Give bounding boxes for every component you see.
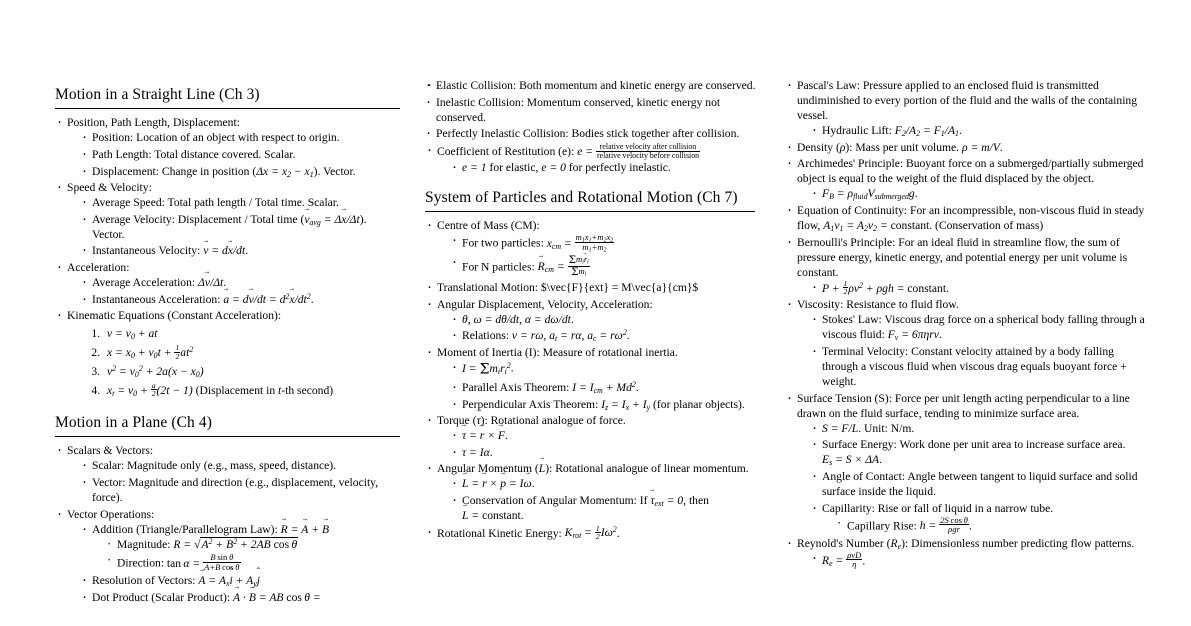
math-e-elastic: e = 1 [462,160,487,174]
list-item [425,297,765,344]
list-item: 4. $x_t = v_0$ + $\frac{a}{2}$ (2t − 1) (Displacement in t-th second) [103,382,400,400]
restitution-denominator: relative velocity before collision [596,150,700,160]
math-surface-energy: $E_s = S \times \Delta A$ [822,453,880,468]
math-continuity: $A_1v_1 = A_2v_2$ = constant [823,219,930,233]
bullet-list [451,312,765,344]
list-item [425,280,765,295]
bullet-list [811,123,1146,138]
list-item [106,537,400,552]
list-item [811,469,1146,499]
bullet-list [81,275,400,307]
item-text: Coefficient of Restitution (e): [437,144,578,158]
item-text: Rotational Kinetic Energy: [437,526,565,540]
list-item [451,255,765,277]
list-item [451,397,765,412]
math-kin-1: $v = v_0$ + at [107,327,158,342]
item-text: Angular Displacement, Velocity, Acceleration: [437,297,653,311]
math-reynolds-formula: $R_e$ = $\frac{\text{ρvD}}{\eta}$ [822,549,862,570]
list-item [55,260,400,307]
list-item: · $I = \Sigma m_ir_i^2$. [451,360,765,378]
column-left [0,0,415,626]
list-item [81,130,400,145]
item-text-tail2: -th second) [281,383,334,397]
math-displacement: $\Delta x = x_2 - x_1$ [256,164,314,179]
item-text: Average Velocity: Displacement / Total time ( [92,212,305,226]
math-dot-product: A → · B → = AB cos θ = [233,591,321,604]
list-item: · Average Acceleration: Δv →/Δt. [81,275,400,290]
item-text: Direction: [117,556,167,570]
list-item: · τ = Iα. [451,445,765,460]
bullet-list [451,476,765,523]
list-item: · Instantaneous Velocity: v → = dx →/dt. [81,243,400,258]
item-text: Stokes' Law: Viscous drag force on a spherical body falling through a viscous fluid: [822,313,1145,342]
bullet-list [425,78,765,141]
item-text-tail: (Displacement in [192,383,279,397]
list-item [785,297,1146,389]
column-middle [415,0,775,626]
item-text: Instantaneous Acceleration: [92,292,224,306]
heading-motion-plane: Motion in a Plane (Ch 4) [55,413,400,437]
list-item [55,115,400,178]
item-text: Inelastic Collision: Momentum conserved, kinetic energy not conserved. [436,95,721,124]
item-text: Vector: Magnitude and direction (e.g., displacement, velocity, force). [92,475,379,504]
list-item [425,143,765,175]
item-text-tail: ): Rotational analogue of linear momentum. [545,462,749,476]
item-text: Addition (Triangle/Parallelogram Law): [92,522,281,536]
list-item [451,160,765,175]
list-item: · L → = r → × p → = Iω →. [451,476,765,491]
math-magnitude: $R = √A^2 + B^2 + 2AB$ cos θ [173,536,298,551]
list-item [81,147,400,162]
item-text: Magnitude: [117,537,174,551]
math-L-symbol: L → [539,462,545,475]
math-bernoulli: P + $\frac{1}{2}$ $\rho v^2 + \rho gh$ = constant [822,278,947,297]
section-motion-straight-line [55,85,400,400]
list-item [81,212,400,242]
item-text: Instantaneous Velocity: [92,244,204,258]
math-moment-inertia: $I = \Sigma m_ir_i^2$ [462,360,511,378]
list-item: · τ → = r → × F →. [451,428,765,443]
item-text-tail: (Conservation of mass) [932,219,1044,233]
item-text: Reynold's Number ( [797,536,891,550]
heading-system-particles: System of Particles and Rotational Motion (Ch 7) [425,188,755,212]
item-text: Average Speed: Total path length / Total time. Scalar. [92,196,339,210]
math-buoyancy: $F_B = \rho_{fluid}V_{submerged}g$ [822,187,915,202]
bullet-list [451,428,765,460]
bullet-list [81,522,400,605]
list-item [81,164,400,179]
math-avg-acceleration: Δv →/Δt [198,276,223,289]
item-text: Displacement: Change in position ( [92,164,257,178]
list-item [81,573,400,588]
math-restitution: e = $\frac{\text{relative velocity after collision}}{\text{relative velocity before collision}}$ [577,141,700,160]
math-angular-defs: θ, ω = dθ/dt, α = dω/dt [462,312,571,326]
item-text: Perpendicular Axis Theorem: [462,397,602,411]
section-mechanical-properties-fluids [785,78,1146,569]
math-hydraulic: $F_2/A_2 = F_1/A_1$ [894,124,959,139]
item-text: Speed & Velocity: [67,181,152,195]
item-text: Position, Path Length, Displacement: [67,116,240,130]
raw-latex-source: $\vec{F}{ext} = M\vec{a}{cm}$ [540,281,699,295]
list-item: · $R_e$ = $\frac{\text{ρvD}}{\eta}$ . [811,551,1146,569]
list-item [103,325,400,343]
math-angular-relations: v = rω, $a_t = r\alpha$, $a_c = r\omega^2$ [511,328,627,344]
list-item: · Surface Energy: Work done per unit area to increase surface area. $E_s = S \times \Delta A$. [811,437,1146,467]
item-text: Capillarity: Rise or fall of liquid in a narrow tube. [822,501,1054,515]
item-text-tail: ): Rotational analogue of force. [480,414,626,428]
item-text: Density ( [797,140,840,154]
list-item: · Instantaneous Acceleration: a → = dv $\to/dt = d^2x \to/dt^2$. [81,292,400,307]
math-kin-3: $v^2 = v_0^2 + 2a(x - x_0)$ [107,363,204,379]
item-text: Parallel Axis Theorem: [462,380,573,394]
bullet-list [836,516,1146,534]
list-item [811,421,1146,436]
list-item: · Hydraulic Lift: $F_2/A_2 = F_1/A_1$. [811,123,1146,138]
math-inst-velocity: v → = dx →/dt [203,244,245,257]
math-avg-velocity: $v \to_{avg} = \Delta x \to/\Delta t$ [304,213,359,226]
math-cm-n: $R \to_{cm}$ = $\frac{\Sigma m_ir \to_i}{\Sigma m_i}$ [538,260,590,273]
item-text: Perfectly Inelastic Collision: Bodies stick together after collision. [436,127,740,141]
item-text: Surface Tension (S): Force per unit length acting perpendicular to a line drawn on the fluid surface, tending to minimize surface area. [797,391,1130,420]
list-item [81,458,400,473]
list-item [425,413,765,460]
item-text: Vector Operations: [67,507,155,521]
list-item [811,344,1146,389]
bullet-list [81,195,400,258]
math-rho-symbol: ρ [839,140,846,154]
bullet-list [425,78,765,175]
item-text: Dot Product (Scalar Product): [92,590,234,604]
bullet-list [425,218,765,540]
math-L-constant: L → = constant [462,509,521,522]
math-torque-ia: τ = Iα [462,445,490,459]
item-text: Kinematic Equations (Constant Acceleration): [67,309,282,323]
list-item [811,501,1146,535]
math-kin-4: $x_t = v_0$ + $\frac{a}{2}$ (2t − 1) [107,380,193,399]
bullet-list [451,233,765,277]
list-item: · Rotational Kinetic Energy: $K_{rot}$ = $\frac{1}{2}$ $I\omega^2$. [425,525,765,541]
math-rot-ke: $K_{rot}$ = $\frac{1}{2}$ $I\omega^2$ [564,523,617,542]
item-text: Elastic Collision: Both momentum and kinetic energy are conserved. [436,79,756,92]
list-item [81,522,400,572]
item-text: Average Acceleration: [92,276,199,289]
math-tau-symbol: τ → [476,414,480,427]
list-item [785,156,1146,201]
math-L-def: L → = r → × p → = Iω → [462,477,532,490]
list-item [106,553,400,571]
math-Re-symbol: $R_e$ [890,536,902,551]
item-text-tail: for perfectly inelastic. [565,160,671,174]
item-text: Hydraulic Lift: [822,124,895,138]
math-e-inelastic: e = 0 [541,160,566,174]
math-parallel-axis: $I = I_{cm} + Md^2$ [572,379,636,395]
math-direction: tan α = $\frac{\text{B sin θ}}{\text{A+B cos θ}}$ [166,552,240,572]
list-item [103,363,400,381]
item-text: For two particles: [462,236,547,250]
item-text: Path Length: Total distance covered. Scalar. [92,148,296,161]
list-item [451,232,765,254]
bullet-list [55,443,400,605]
bullet-list [451,360,765,412]
list-item [81,195,400,210]
item-text: Conservation of Angular Momentum: If [462,493,651,507]
math-perp-axis: $I_z = I_x + I_y$ [601,397,651,412]
list-item [55,308,400,400]
column-right [775,0,1191,626]
item-text: Angle of Contact: Angle between tangent to liquid surface and solid surface inside the liquid. [822,470,1138,499]
item-text: Relations: [462,329,512,343]
item-text-tail: . Unit: N/m. [858,421,915,435]
item-text: Moment of Inertia (I): Measure of rotational inertia. [437,346,678,359]
list-item: · P + $\frac{1}{2}$ $\rho v^2 + \rho gh$ = constant. [811,280,1146,296]
math-density: ρ = m/V [961,140,1000,154]
list-item-wrapper [425,78,765,141]
bullet-list [81,458,400,505]
bullet-list [785,78,1146,569]
section-system-particles [425,188,765,541]
math-resolution: A → = $A_xi$ ˆ + $A_yj$ ˆ [198,574,260,587]
section-body [55,443,400,605]
item-text: Position: Location of an object with respect to origin. [92,131,340,145]
item-text-tail: ). Vector. [92,212,367,241]
bullet-list [451,160,765,175]
math-inst-acceleration: a → = dv $\to/dt = d^2x \to/dt^2$ [223,293,310,306]
item-text: Pascal's Law: Pressure applied to an enclosed fluid is transmitted undiminished to every portion of the fluid and the walls of the containing vessel. [797,79,1138,123]
math-vector-addition: R → = A → + B → [281,523,330,536]
bullet-list [811,280,1146,296]
list-item: · Relations: v = rω, $a_t = r\alpha$, $a_c = r\omega^2$. [451,328,765,343]
math-surface-tension: S = F/L [822,421,859,435]
list-item [103,344,400,362]
list-item: · Capillary Rise: h = $\frac{\text{2S cos θ}}{\text{ρgr}}$ . [836,516,1146,534]
item-text: Resolution of Vectors: [92,574,199,588]
list-item [425,126,765,141]
item-text: for elastic, [486,160,542,174]
bullet-list [811,186,1146,201]
bullet-list [811,551,1146,569]
item-text: For N particles: [462,260,538,274]
list-item [785,536,1146,570]
heading-motion-straight-line: Motion in a Straight Line (Ch 3) [55,85,400,109]
item-text-mid: , then [683,493,709,507]
item-text: Acceleration: [67,260,130,274]
restitution-numerator: relative velocity after collision [596,143,700,152]
list-item [55,507,400,605]
list-item [785,391,1146,534]
list-item [425,78,765,93]
item-text-tail: ): Dimensionless number predicting flow patterns. [901,536,1135,550]
list-item [81,590,400,605]
item-text: Centre of Mass (CM): [437,219,540,233]
bullet-list [811,421,1146,534]
list-item: · Density (ρ): Mass per unit volume. ρ = m/V. [785,140,1146,155]
kinematic-equations-list [67,325,400,400]
item-text: Bernoulli's Principle: For an ideal fluid in streamline flow, the sum of pressure energy, kinetic energy, and potential energy per unit volume is constant. [797,235,1128,279]
math-stokes: $F_v = 6\pi\eta rv$ [887,328,939,343]
math-capillary-rise: h = $\frac{\text{2S cos θ}}{\text{ρgr}}$ [919,514,968,535]
list-item [55,180,400,258]
item-text: Capillary Rise: [847,519,920,533]
list-item: · Parallel Axis Theorem: $I = I_{cm} + Md^2$. [451,380,765,395]
item-text: Viscosity: Resistance to fluid flow. [797,298,959,312]
list-item [81,475,400,505]
item-text: Archimedes' Principle: Buoyant force on a submerged/partially submerged object is equal to the weight of the fluid displaced by the object. [797,157,1144,186]
item-text: Translational Motion: [437,281,541,295]
list-item: · $F_B = \rho_{fluid}V_{submerged}g$. [811,186,1146,201]
list-item [785,235,1146,296]
list-item [425,461,765,523]
item-text-tail: ). Vector. [313,164,356,178]
list-item: · Conservation of Angular Momentum: If $\tau \to_{ext} = 0$, then L → = constant. [451,493,765,523]
item-text: Torque ( [437,414,477,428]
list-item: · Stokes' Law: Viscous drag force on a spherical body falling through a viscous fluid: $F_v = 6\pi\eta rv$. [811,312,1146,342]
section-collisions-continued [425,78,765,175]
section-body [425,218,765,540]
list-item: · θ, ω = dθ/dt, α = dω/dt. [451,312,765,327]
bullet-list [55,115,400,400]
section-motion-plane [55,413,400,605]
item-text: Equation of Continuity: For an incompressible, non-viscous fluid in steady flow, [797,204,1145,233]
item-text: Angular Momentum ( [437,462,539,476]
section-body [55,115,400,400]
item-text: Scalars & Vectors: [67,444,154,458]
list-item [425,345,765,412]
math-tau-ext: $\tau \to_{ext} = 0$ [650,494,683,507]
item-text: Surface Energy: Work done per unit area to increase surface area. [822,438,1126,452]
item-text-mid: ): Mass per unit volume. [845,140,962,154]
list-item [785,78,1146,138]
list-item [425,218,765,277]
item-text: Terminal Velocity: Constant velocity attained by a body falling through a viscous fluid when viscous drag equals buoyant force + weight. [822,345,1127,389]
math-torque-cross: τ → = r → × F → [462,429,505,442]
bullet-list [81,130,400,178]
math-cm-two: $x_{cm}$ = $\frac{m_1x_1+m_2x_2}{m_1+m_2}$ [546,232,614,254]
bullet-list [811,312,1146,389]
list-item [425,95,765,125]
item-text-tail: (for planar objects). [650,397,745,411]
bullet-list [106,537,400,572]
list-item [55,443,400,505]
list-item: · Equation of Continuity: For an incompressible, non-viscous fluid in steady flow, $A_1v_1 = A_2v_2$ = constant. (Conservation of mass) [785,203,1146,233]
math-kin-2: $x = x_0 + v_0t$ + $\frac{1}{2}$ $at^2$ [107,343,194,361]
item-text: Scalar: Magnitude only (e.g., mass, speed, distance). [92,459,337,473]
